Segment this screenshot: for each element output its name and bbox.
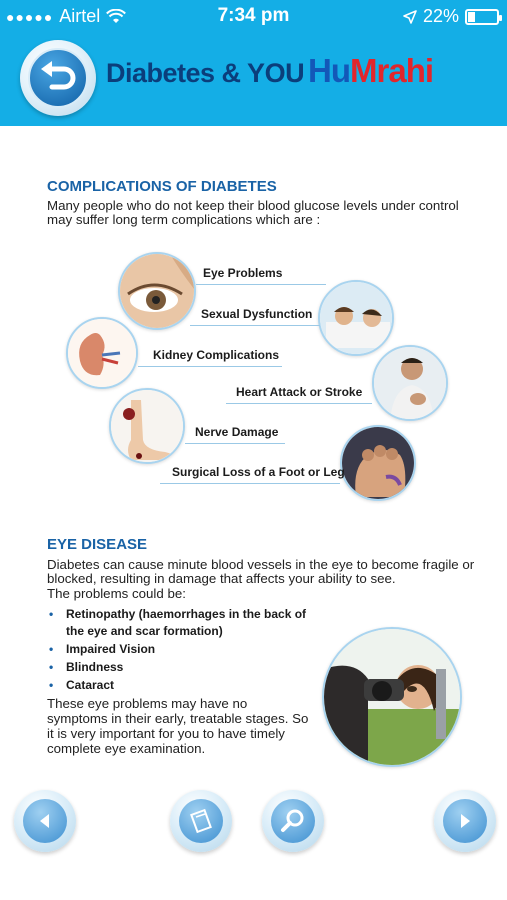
list-item: [47, 677, 317, 694]
list-item: [47, 606, 317, 640]
foot-loss-image: [340, 425, 416, 501]
divider-line: [196, 284, 326, 285]
eye-exam-image: [322, 627, 462, 767]
kidney-illustration: [68, 319, 138, 389]
foot-illustration: [111, 390, 185, 464]
brand-logo-part: rahi: [376, 52, 434, 89]
book-button-face: [179, 799, 223, 843]
next-button-face: [443, 799, 487, 843]
right-arrow-icon: [455, 811, 475, 831]
complication-heart-attack: Heart Attack or Stroke: [236, 385, 363, 399]
complication-eye-problems: Eye Problems: [203, 266, 283, 280]
list-item-text: Retinopathy (haemorrhages in the back of the eye and scar formation): [66, 607, 307, 638]
divider-line: [160, 483, 340, 484]
complication-foot-loss: Surgical Loss of a Foot or Leg: [172, 465, 345, 479]
list-item-text: Cataract: [66, 678, 115, 692]
search-button-face: [271, 799, 315, 843]
brand-logo-part: M: [350, 52, 377, 89]
complication-sexual-dysfunction: Sexual Dysfunction: [201, 307, 313, 321]
brand-logo-part: Hu: [308, 52, 350, 89]
status-right: [403, 6, 499, 27]
signal-strength-icon: ●●●●●: [6, 8, 54, 25]
bullet-icon: •: [49, 678, 54, 692]
sexual-dysfunction-image: [318, 280, 394, 356]
complication-nerve-damage: Nerve Damage: [195, 425, 279, 439]
previous-button-face: [23, 799, 67, 843]
eye-disease-problems-intro: The problems could be:: [47, 586, 186, 601]
couple-illustration: [320, 282, 394, 356]
magnifier-icon: [279, 807, 307, 835]
battery-icon: [465, 9, 499, 25]
divider-line: [185, 443, 285, 444]
previous-button[interactable]: [14, 790, 76, 852]
back-button[interactable]: [20, 40, 96, 116]
location-arrow-icon: [403, 10, 417, 24]
carrier-name: Airtel: [59, 6, 101, 26]
clock: 7:34 pm: [217, 5, 290, 26]
app-title: Diabetes & YOU: [106, 58, 305, 88]
search-button[interactable]: [262, 790, 324, 852]
damaged-foot-illustration: [342, 427, 416, 501]
left-arrow-icon: [35, 811, 55, 831]
nerve-damage-image: [109, 388, 185, 464]
status-bar: [0, 0, 507, 34]
divider-line: [138, 366, 282, 367]
eye-problems-list: [47, 606, 317, 695]
book-button[interactable]: [170, 790, 232, 852]
list-item: [47, 641, 317, 658]
eye-illustration: [120, 254, 196, 330]
battery-percent: 22%: [422, 6, 459, 26]
bullet-icon: •: [49, 660, 54, 674]
list-item-text: Impaired Vision: [66, 642, 156, 656]
bullet-icon: •: [49, 642, 54, 656]
next-button[interactable]: [434, 790, 496, 852]
eye-exam-illustration: [324, 629, 462, 767]
battery-level: [468, 12, 475, 22]
eye-disease-title: EYE DISEASE: [47, 536, 148, 553]
complications-title: COMPLICATIONS OF DIABETES: [47, 178, 277, 195]
brand-logo: [308, 52, 433, 90]
back-arrow-icon: [38, 61, 78, 95]
complications-intro: Many people who do not keep their blood glucose levels under control may suffer long term complications which are :: [47, 198, 459, 227]
eye-disease-intro: Diabetes can cause minute blood vessels in the eye to become fragile or blocked, resulting in damage that affects your ability to see.: [47, 557, 475, 586]
divider-line: [226, 403, 372, 404]
eye-disease-outro: These eye problems may have no symptoms in their early, treatable stages. So it is very important for you to have timely complete eye examination.: [47, 696, 309, 756]
eye-image: [118, 252, 196, 330]
heart-attack-image: [372, 345, 448, 421]
bullet-icon: •: [49, 607, 54, 621]
kidney-image: [66, 317, 138, 389]
divider-line: [190, 325, 320, 326]
list-item: [47, 659, 317, 676]
book-icon: [188, 808, 214, 834]
back-button-face: [28, 48, 88, 108]
app-header: [0, 34, 507, 126]
list-item-text: Blindness: [66, 660, 124, 674]
complication-kidney: Kidney Complications: [153, 348, 280, 362]
man-chest-pain-illustration: [374, 347, 448, 421]
